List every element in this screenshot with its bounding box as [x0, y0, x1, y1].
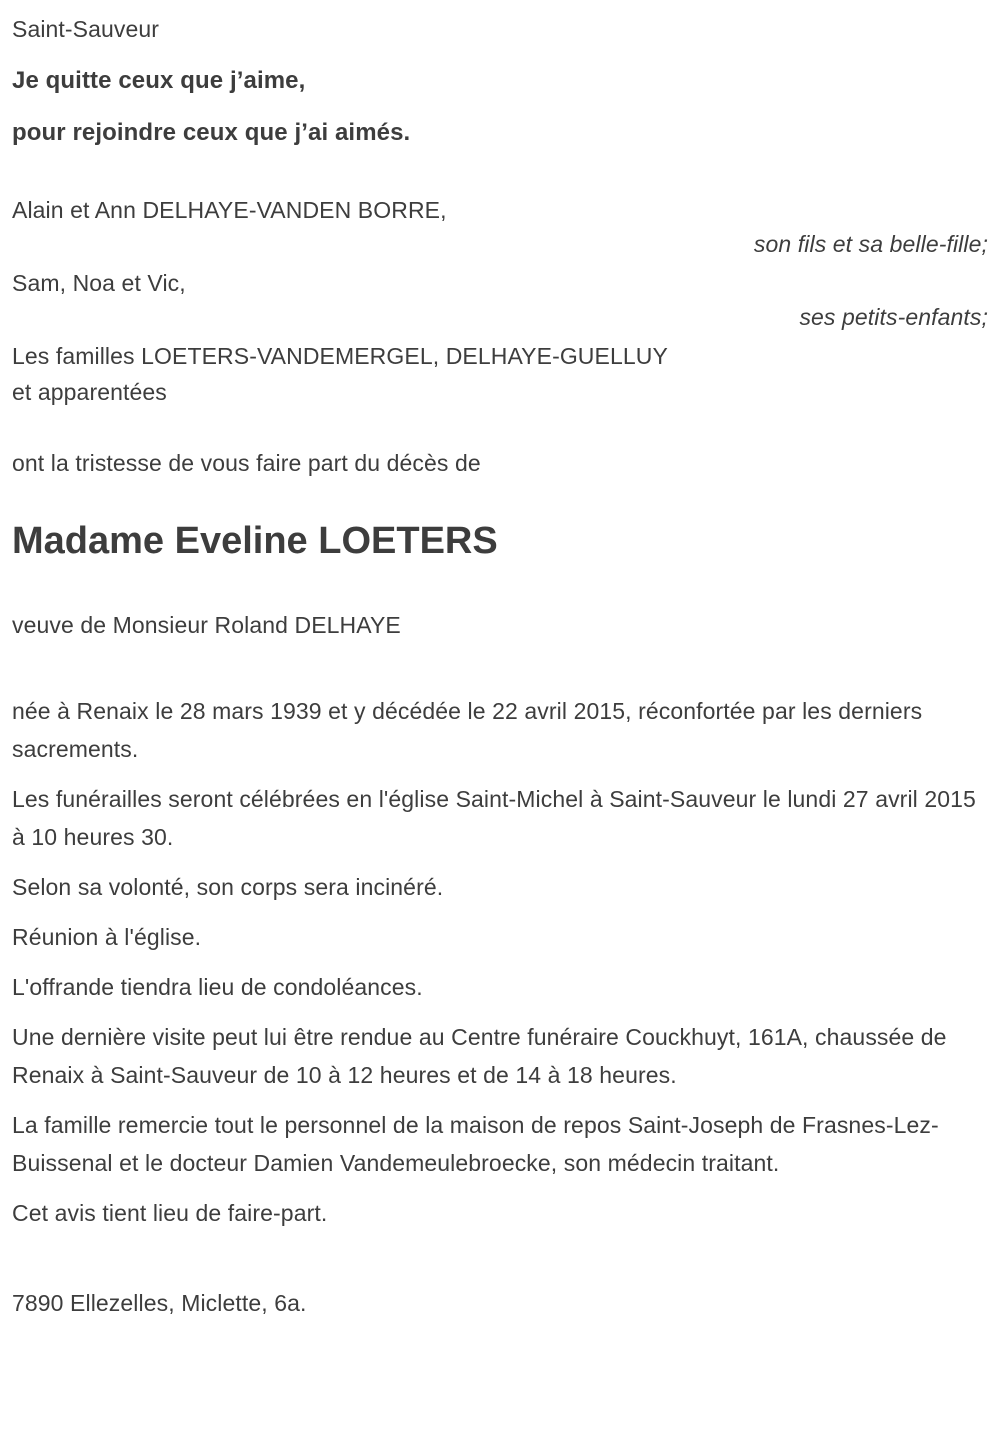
- mourner-entry-son: [12, 192, 988, 261]
- mourner-entry-families: [12, 338, 988, 410]
- mourner-names-continued: et apparentées: [12, 379, 167, 405]
- notice-body: [12, 692, 988, 1232]
- mourner-entry-grandchildren: [12, 265, 988, 334]
- epigraph: [12, 62, 988, 152]
- paragraph-birth-death: née à Renaix le 28 mars 1939 et y décédée le 22 avril 2015, réconfortée par les derniers sacrements.: [12, 698, 923, 762]
- mourner-relation: ses petits-enfants;: [799, 304, 988, 330]
- paragraph-thanks: La famille remercie tout le personnel de la maison de repos Saint-Joseph de Frasnes-Lez-Buissenal et le docteur Damien Vandemeulebroecke, son médecin traitant.: [12, 1112, 939, 1176]
- paragraph-last-visit: Une dernière visite peut lui être rendue au Centre funéraire Couckhuyt, 161A, chaussée de Renaix à Saint-Sauveur de 10 à 12 heures et de 14 à 18 heures.: [12, 1024, 947, 1088]
- mourner-names: Alain et Ann DELHAYE-VANDEN BORRE,: [12, 197, 447, 223]
- mourners-list: [12, 192, 988, 410]
- mourner-names: Sam, Noa et Vic,: [12, 270, 186, 296]
- paragraph-notice: Cet avis tient lieu de faire-part.: [12, 1200, 328, 1226]
- paragraph-cremation: Selon sa volonté, son corps sera incinéré.: [12, 874, 444, 900]
- paragraph-funeral: Les funérailles seront célébrées en l'église Saint-Michel à Saint-Sauveur le lundi 27 avril 2015 à 10 heures 30.: [12, 786, 976, 850]
- family-address: 7890 Ellezelles, Miclette, 6a.: [12, 1290, 307, 1316]
- announcement-line: ont la tristesse de vous faire part du décès de: [12, 450, 481, 476]
- deceased-name: Madame Eveline LOETERS: [12, 520, 498, 562]
- epigraph-line-2: pour rejoindre ceux que j’ai aimés.: [12, 119, 411, 146]
- mourner-names: Les familles LOETERS-VANDEMERGEL, DELHAYE-GUELLUY: [12, 343, 668, 369]
- mourner-relation: son fils et sa belle-fille;: [753, 231, 988, 257]
- paragraph-offering: L'offrande tiendra lieu de condoléances.: [12, 974, 423, 1000]
- town-name: Saint-Sauveur: [12, 16, 160, 42]
- paragraph-meeting: Réunion à l'église.: [12, 924, 202, 950]
- widow-of-line: veuve de Monsieur Roland DELHAYE: [12, 612, 401, 638]
- epigraph-line-1: Je quitte ceux que j’aime,: [12, 67, 306, 94]
